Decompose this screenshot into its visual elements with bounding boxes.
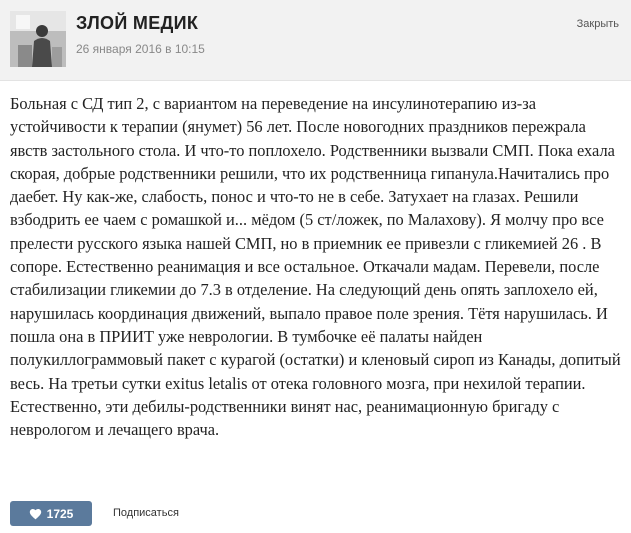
avatar[interactable]	[10, 11, 66, 67]
post-text: Больная с СД тип 2, с вариантом на переведение на инсулинотерапию из-за устойчивости к терапии (янумет) 56 лет. После новогодних праздников пережрала явств застольного стола. И что-то поплохело. Родственники вызвали СМП. Пока ехала скорая, добрые родственники решили, что их родственница гипанула.Начитались про даебет. Ну как-же, слабость, понос и что-то не в себе. Затухает на глазах. Решили взбодрить ее чаем с ромашкой и... мёдом (5 ст/ложек, по Малахову). Я молчу про все прелести русского языка нашей СМП, но в приемник ее привезли с гликемией 26 . В сопоре. Естественно реанимация и все остальное. Откачали мадам. Перевели, после стабилизации гликемии до 7.3 в отделение. На следующий день опять заплохело ей, нарушилась координация движений, выпало правое поле зрения. Тётя нарушилась. И пошла она в ПРИИТ уже неврологии. В тумбочке её палаты найден полукиллограммовый пакет с курагой (остатки) и кленовый сироп из Канады, допитый весь. На третьи сутки exitus letalis от отека головного мозга, при нехилой терапии. Естественно, эти дебилы-родственники винят нас, реанимационную бригаду с неврологом и лечащего врача.	[10, 94, 621, 440]
subscribe-link[interactable]: Подписаться	[113, 507, 179, 519]
like-button[interactable]	[10, 501, 92, 526]
avatar-image	[10, 11, 66, 67]
close-button[interactable]: Закрыть	[576, 18, 619, 30]
heart-icon	[29, 508, 42, 520]
like-count: 1725	[46, 506, 74, 521]
post-date[interactable]: 26 января 2016 в 10:15	[76, 42, 205, 56]
page-title[interactable]: ЗЛОЙ МЕДИК	[76, 13, 199, 33]
post-header	[0, 0, 631, 81]
